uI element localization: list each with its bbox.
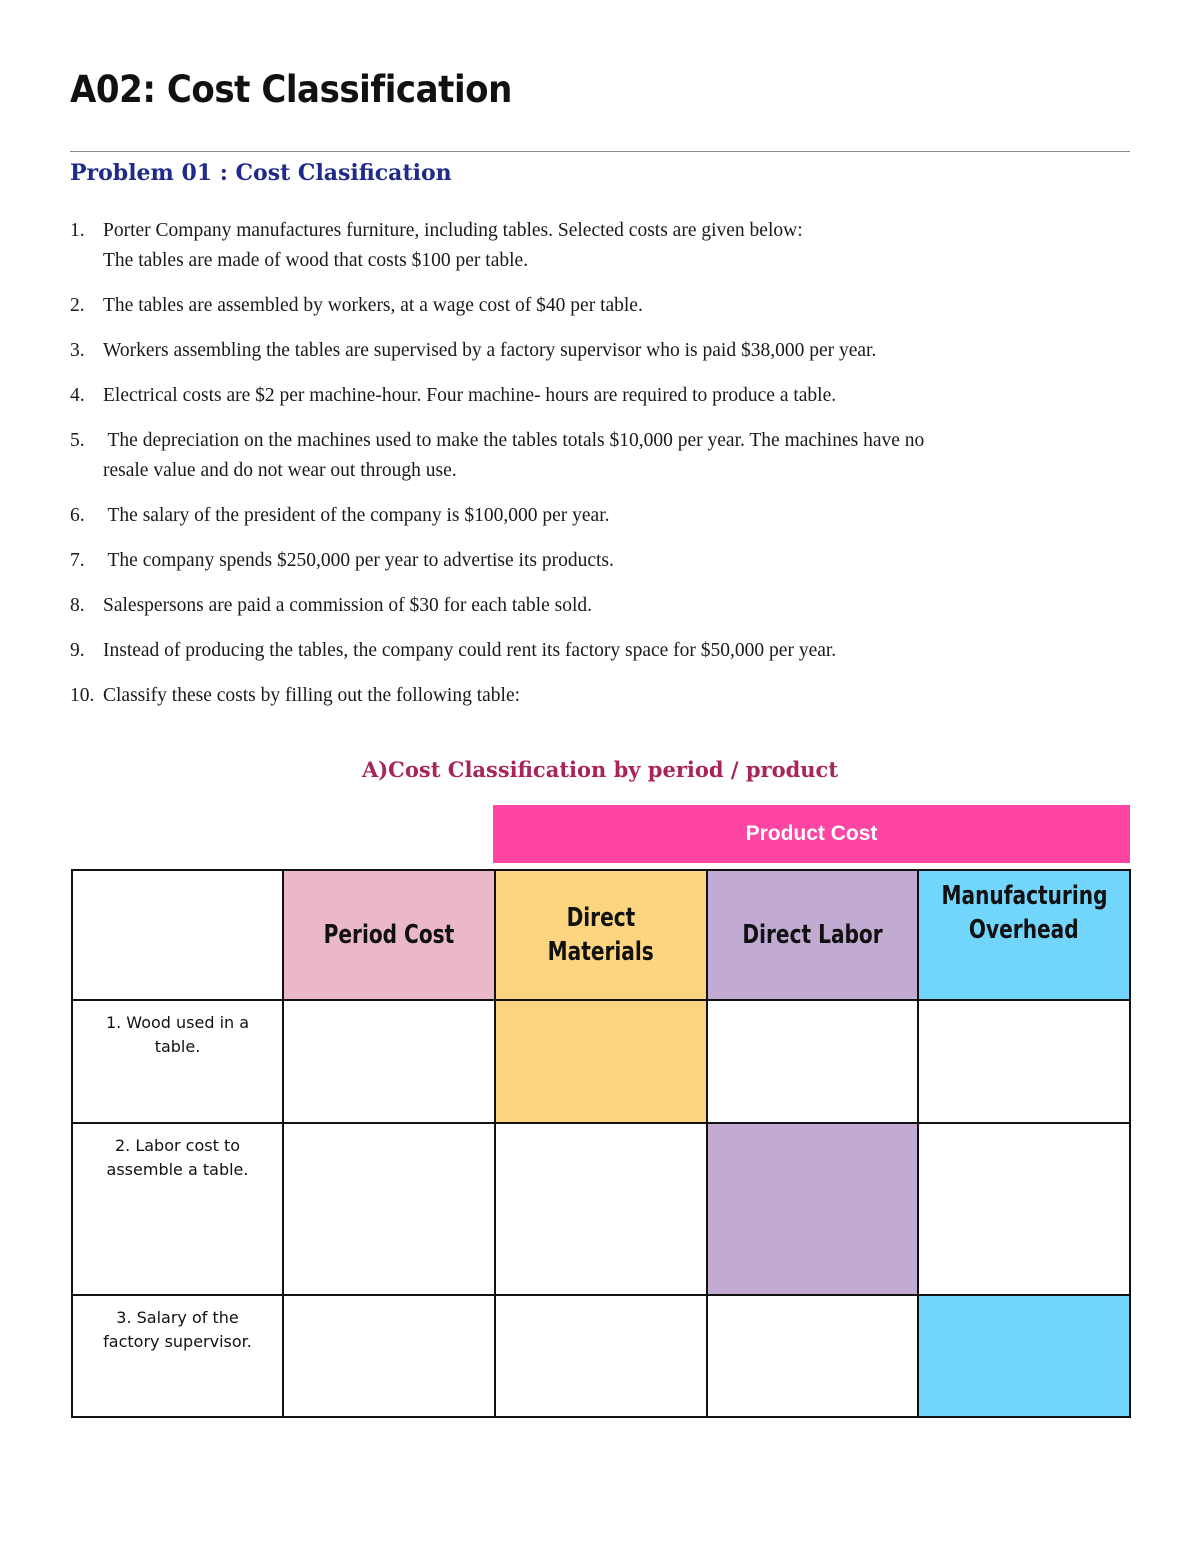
list-item-number: 1. bbox=[70, 220, 85, 241]
answer-cell-direct-labor[interactable] bbox=[707, 1295, 918, 1417]
row-label: 3. Salary of the factory supervisor. bbox=[72, 1295, 283, 1417]
answer-cell-manufacturing-overhead[interactable] bbox=[918, 1123, 1130, 1295]
answer-cell-period-cost[interactable] bbox=[283, 1295, 495, 1417]
table-row bbox=[72, 1123, 1130, 1295]
list-item bbox=[70, 501, 1130, 531]
list-item-number: 5. bbox=[70, 430, 85, 451]
title-divider bbox=[70, 151, 1130, 152]
list-item bbox=[70, 591, 1130, 621]
answer-cell-direct-labor[interactable] bbox=[707, 1000, 918, 1123]
answer-cell-period-cost[interactable] bbox=[283, 1123, 495, 1295]
row-label: 2. Labor cost to assemble a table. bbox=[72, 1123, 283, 1295]
list-item-number: 10. bbox=[70, 685, 95, 706]
list-item bbox=[70, 216, 1130, 276]
table-row bbox=[72, 1000, 1130, 1123]
list-item bbox=[70, 546, 1130, 576]
list-item-text: resale value and do not wear out through use. bbox=[103, 460, 457, 481]
list-item-text: Workers assembling the tables are supervised by a factory supervisor who is paid $38,000 per year. bbox=[103, 340, 877, 361]
list-item-number: 2. bbox=[70, 295, 85, 316]
list-item-text: The depreciation on the machines used to make the tables totals $10,000 per year. The machines have no bbox=[103, 430, 925, 451]
answer-cell-direct-labor[interactable] bbox=[707, 1123, 918, 1295]
list-item-number: 4. bbox=[70, 385, 85, 406]
table-header-row bbox=[72, 870, 1130, 1000]
list-item-text: Classify these costs by filling out the following table: bbox=[103, 685, 521, 706]
list-item-text: The company spends $250,000 per year to advertise its products. bbox=[103, 550, 614, 571]
cost-classification-table bbox=[71, 869, 1131, 1418]
page-title: A02: Cost Classification bbox=[70, 68, 512, 111]
list-item-number: 3. bbox=[70, 340, 85, 361]
column-header-manufacturing-overhead: Manufacturing Overhead bbox=[918, 870, 1130, 1000]
column-header-direct-labor: Direct Labor bbox=[707, 870, 918, 1000]
answer-cell-manufacturing-overhead[interactable] bbox=[918, 1000, 1130, 1123]
problem-list bbox=[70, 216, 1130, 726]
product-cost-band: Product Cost bbox=[493, 805, 1130, 863]
list-item-number: 6. bbox=[70, 505, 85, 526]
list-item bbox=[70, 381, 1130, 411]
answer-cell-direct-materials[interactable] bbox=[495, 1295, 707, 1417]
column-header-direct-materials: Direct Materials bbox=[495, 870, 707, 1000]
problem-heading: Problem 01 : Cost Clasification bbox=[70, 160, 452, 186]
column-header-period-cost: Period Cost bbox=[283, 870, 495, 1000]
answer-cell-period-cost[interactable] bbox=[283, 1000, 495, 1123]
section-heading: A)Cost Classification by period / product bbox=[361, 757, 839, 782]
list-item bbox=[70, 636, 1130, 666]
list-item bbox=[70, 681, 1130, 711]
row-label: 1. Wood used in a table. bbox=[72, 1000, 283, 1123]
list-item-text: Porter Company manufactures furniture, including tables. Selected costs are given below: bbox=[103, 220, 803, 241]
list-item-number: 9. bbox=[70, 640, 85, 661]
list-item-text: Instead of producing the tables, the company could rent its factory space for $50,000 per year. bbox=[103, 640, 837, 661]
list-item-text: The salary of the president of the company is $100,000 per year. bbox=[103, 505, 610, 526]
list-item-number: 7. bbox=[70, 550, 85, 571]
list-item-number: 8. bbox=[70, 595, 85, 616]
answer-cell-direct-materials[interactable] bbox=[495, 1123, 707, 1295]
list-item bbox=[70, 291, 1130, 321]
list-item-text: The tables are made of wood that costs $100 per table. bbox=[103, 250, 529, 271]
table-corner-cell bbox=[72, 870, 283, 1000]
list-item bbox=[70, 426, 1130, 486]
list-item bbox=[70, 336, 1130, 366]
list-item-text: Electrical costs are $2 per machine-hour. Four machine- hours are required to produce a table. bbox=[103, 385, 837, 406]
answer-cell-direct-materials[interactable] bbox=[495, 1000, 707, 1123]
table-row bbox=[72, 1295, 1130, 1417]
list-item-text: Salespersons are paid a commission of $30 for each table sold. bbox=[103, 595, 592, 616]
answer-cell-manufacturing-overhead[interactable] bbox=[918, 1295, 1130, 1417]
list-item-text: The tables are assembled by workers, at a wage cost of $40 per table. bbox=[103, 295, 643, 316]
